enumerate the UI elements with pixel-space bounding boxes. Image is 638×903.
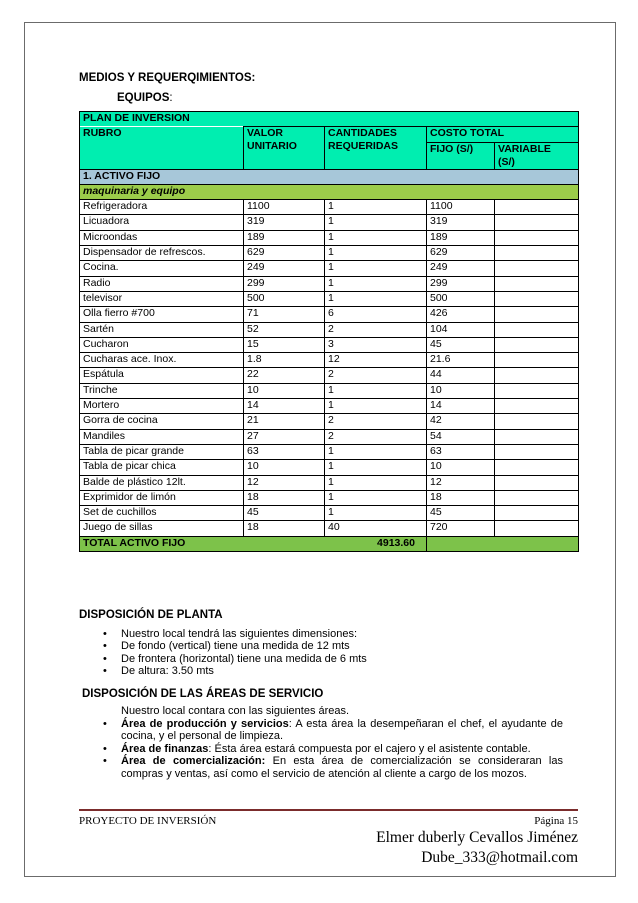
table-row [80,246,579,261]
cell-fijo: 14 [427,399,495,414]
cell-variable [495,337,579,352]
areas-bullet-list [95,718,563,780]
cell-variable [495,322,579,337]
cell-valor: 27 [244,429,325,444]
cell-cant: 2 [325,322,427,337]
cell-valor: 71 [244,307,325,322]
cell-fijo: 189 [427,230,495,245]
cell-variable [495,506,579,521]
cell-valor: 500 [244,291,325,306]
table-row [80,215,579,230]
cell-fijo: 249 [427,261,495,276]
cell-fijo: 319 [427,215,495,230]
cell-item: Microondas [80,230,244,245]
cell-valor: 629 [244,246,325,261]
cell-cant: 1 [325,506,427,521]
cell-variable [495,230,579,245]
cell-cant: 1 [325,230,427,245]
cell-item: Cucharon [80,337,244,352]
cell-item: Espátula [80,368,244,383]
col-rubro: RUBRO [80,127,244,169]
cell-valor: 299 [244,276,325,291]
list-item [95,718,563,743]
cell-fijo: 44 [427,368,495,383]
cell-valor: 1100 [244,200,325,215]
investment-table [79,111,579,552]
cell-variable [495,490,579,505]
table-body [80,200,579,537]
cell-fijo: 42 [427,414,495,429]
cell-cant: 1 [325,475,427,490]
list-item [95,653,565,665]
cell-cant: 2 [325,414,427,429]
subgroup-row [80,184,579,199]
bullet-icon: • [103,755,107,768]
cell-item: Cocina. [80,261,244,276]
table-row [80,261,579,276]
equipos-label: EQUIPOS [117,92,170,104]
cell-cant: 1 [325,261,427,276]
planta-bullet-list [95,628,565,678]
cell-valor: 14 [244,399,325,414]
cell-variable [495,200,579,215]
cell-item: Sartén [80,322,244,337]
col-cant-line2: REQUERIDAS [328,140,399,153]
total-empty [427,536,579,551]
cell-variable [495,414,579,429]
table-row [80,337,579,352]
cell-cant: 1 [325,291,427,306]
cell-item: Licuadora [80,215,244,230]
cell-item: Trinche [80,383,244,398]
col-fijo: FIJO (S/) [427,142,495,169]
page-number: Página 15 [534,815,578,827]
table-row [80,506,579,521]
cell-cant: 12 [325,353,427,368]
cell-item: Exprimidor de limón [80,490,244,505]
cell-cant: 1 [325,460,427,475]
table-row [80,276,579,291]
section-heading: MEDIOS Y REQUERQIMIENTOS: [79,72,256,84]
bullet-text: De altura: 3.50 mts [121,665,214,678]
author-name: Elmer duberly Cevallos Jiménez [376,829,578,846]
area-text: En esta área de comercialización se consideraran las compras y ventas, así como el servicio de atención al cliente a cargo de los mozos. [121,755,563,780]
cell-variable [495,475,579,490]
area-text: : A esta área la desempeñaran el chef, el ayudante de cocina, y el personal de limpieza. [121,718,563,743]
bullet-icon: • [103,718,107,730]
total-label-cell [80,536,427,551]
table-row [80,383,579,398]
cell-fijo: 629 [427,246,495,261]
list-item [95,755,563,780]
table-row [80,460,579,475]
cell-item: Set de cuchillos [80,506,244,521]
cell-variable [495,246,579,261]
cell-item: Dispensador de refrescos. [80,246,244,261]
cell-variable [495,353,579,368]
cell-valor: 63 [244,444,325,459]
cell-fijo: 720 [427,521,495,536]
cell-valor: 10 [244,383,325,398]
cell-fijo: 63 [427,444,495,459]
cell-cant: 2 [325,368,427,383]
cell-item: Balde de plástico 12lt. [80,475,244,490]
activo-fijo-row [80,169,579,184]
cell-valor: 12 [244,475,325,490]
cell-cant: 1 [325,490,427,505]
cell-variable [495,399,579,414]
cell-item: televisor [80,291,244,306]
cell-valor: 1.8 [244,353,325,368]
cell-fijo: 104 [427,322,495,337]
cell-cant: 2 [325,429,427,444]
list-item [95,628,565,640]
cell-cant: 6 [325,307,427,322]
cell-variable [495,444,579,459]
cell-valor: 52 [244,322,325,337]
cell-variable [495,521,579,536]
total-row [80,536,579,551]
cell-variable [495,460,579,475]
cell-item: Cucharas ace. Inox. [80,353,244,368]
bullet-icon: • [103,640,107,653]
list-item [95,665,565,677]
cell-variable [495,261,579,276]
table-row [80,429,579,444]
area-term: Área de producción y servicios [121,718,289,730]
cell-item: Olla fierro #700 [80,307,244,322]
cell-valor: 22 [244,368,325,383]
bullet-icon: • [103,742,107,755]
cell-item: Radio [80,276,244,291]
table-row [80,368,579,383]
cell-fijo: 12 [427,475,495,490]
table-row [80,414,579,429]
table-row [80,291,579,306]
cell-fijo: 299 [427,276,495,291]
cell-fijo: 10 [427,460,495,475]
cell-cant: 1 [325,444,427,459]
cell-variable [495,368,579,383]
table-row [80,444,579,459]
equipos-heading [117,92,173,104]
cell-variable [495,291,579,306]
cell-fijo: 45 [427,506,495,521]
cell-variable [495,215,579,230]
bullet-text: De frontera (horizontal) tiene una medida de 6 mts [121,652,367,665]
cell-valor: 249 [244,261,325,276]
cell-item: Refrigeradora [80,200,244,215]
table-row [80,307,579,322]
cell-fijo: 54 [427,429,495,444]
cell-item: Tabla de picar grande [80,444,244,459]
cell-cant: 1 [325,399,427,414]
cell-fijo: 426 [427,307,495,322]
disposicion-areas-title: DISPOSICIÓN DE LAS ÁREAS DE SERVICIO [82,688,324,700]
table-row [80,200,579,215]
col-valor [244,127,325,169]
disposicion-planta-title: DISPOSICIÓN DE PLANTA [79,609,223,621]
total-value: 4913.60 [377,536,415,549]
activo-fijo-label: 1. ACTIVO FIJO [80,169,579,184]
table-row [80,353,579,368]
col-variable-line2: (S/) [498,155,515,168]
cell-cant: 3 [325,337,427,352]
cell-item: Mandiles [80,429,244,444]
cell-item: Gorra de cocina [80,414,244,429]
area-term: Área de finanzas [121,742,209,755]
col-costo-total: COSTO TOTAL [427,127,579,142]
cell-valor: 15 [244,337,325,352]
cell-valor: 45 [244,506,325,521]
footer-rule [79,809,578,811]
cell-fijo: 45 [427,337,495,352]
header-row [80,127,579,142]
total-label: TOTAL ACTIVO FIJO [83,536,186,549]
cell-valor: 18 [244,490,325,505]
area-term: Área de comercialización: [121,755,266,768]
table-row [80,475,579,490]
list-item [95,743,563,755]
cell-fijo: 10 [427,383,495,398]
cell-cant: 1 [325,276,427,291]
col-valor-line2: UNITARIO [247,140,297,153]
cell-cant: 40 [325,521,427,536]
cell-cant: 1 [325,246,427,261]
cell-valor: 21 [244,414,325,429]
table-row [80,521,579,536]
cell-cant: 1 [325,383,427,398]
col-variable [495,142,579,169]
bullet-icon: • [103,652,107,665]
bullet-icon: • [103,665,107,678]
cell-cant: 1 [325,200,427,215]
table-row [80,490,579,505]
cell-fijo: 21.6 [427,353,495,368]
col-variable-line1: VARIABLE [498,142,551,155]
cell-item: Mortero [80,399,244,414]
cell-fijo: 500 [427,291,495,306]
col-cant-line1: CANTIDADES [328,127,397,140]
cell-fijo: 18 [427,490,495,505]
table-row [80,230,579,245]
equipos-colon: : [169,92,173,104]
cell-valor: 10 [244,460,325,475]
cell-fijo: 1100 [427,200,495,215]
author-email: Dube_333@hotmail.com [421,849,578,866]
bullet-text: Nuestro local tendrá las siguientes dimensiones: [121,628,358,640]
cell-variable [495,307,579,322]
cell-item: Tabla de picar chica [80,460,244,475]
cell-variable [495,429,579,444]
area-text: : Ésta área estará compuesta por el cajero y el asistente contable. [208,742,531,755]
cell-valor: 18 [244,521,325,536]
areas-intro: Nuestro local contara con las siguientes áreas. [121,705,350,717]
subgroup-label: maquinaria y equipo [80,184,579,199]
cell-valor: 189 [244,230,325,245]
bullet-text: De fondo (vertical) tiene una medida de 12 mts [121,640,350,653]
bullet-icon: • [103,628,107,640]
cell-variable [495,276,579,291]
footer-project: PROYECTO DE INVERSIÓN [79,815,217,827]
cell-item: Juego de sillas [80,521,244,536]
plan-title-row [80,112,579,127]
cell-valor: 319 [244,215,325,230]
cell-cant: 1 [325,215,427,230]
list-item [95,640,565,652]
plan-title: PLAN DE INVERSION [80,112,579,127]
col-valor-line1: VALOR [247,127,283,140]
cell-variable [495,383,579,398]
table-row [80,399,579,414]
col-cantidades [325,127,427,169]
table-row [80,322,579,337]
author-block [376,828,578,868]
